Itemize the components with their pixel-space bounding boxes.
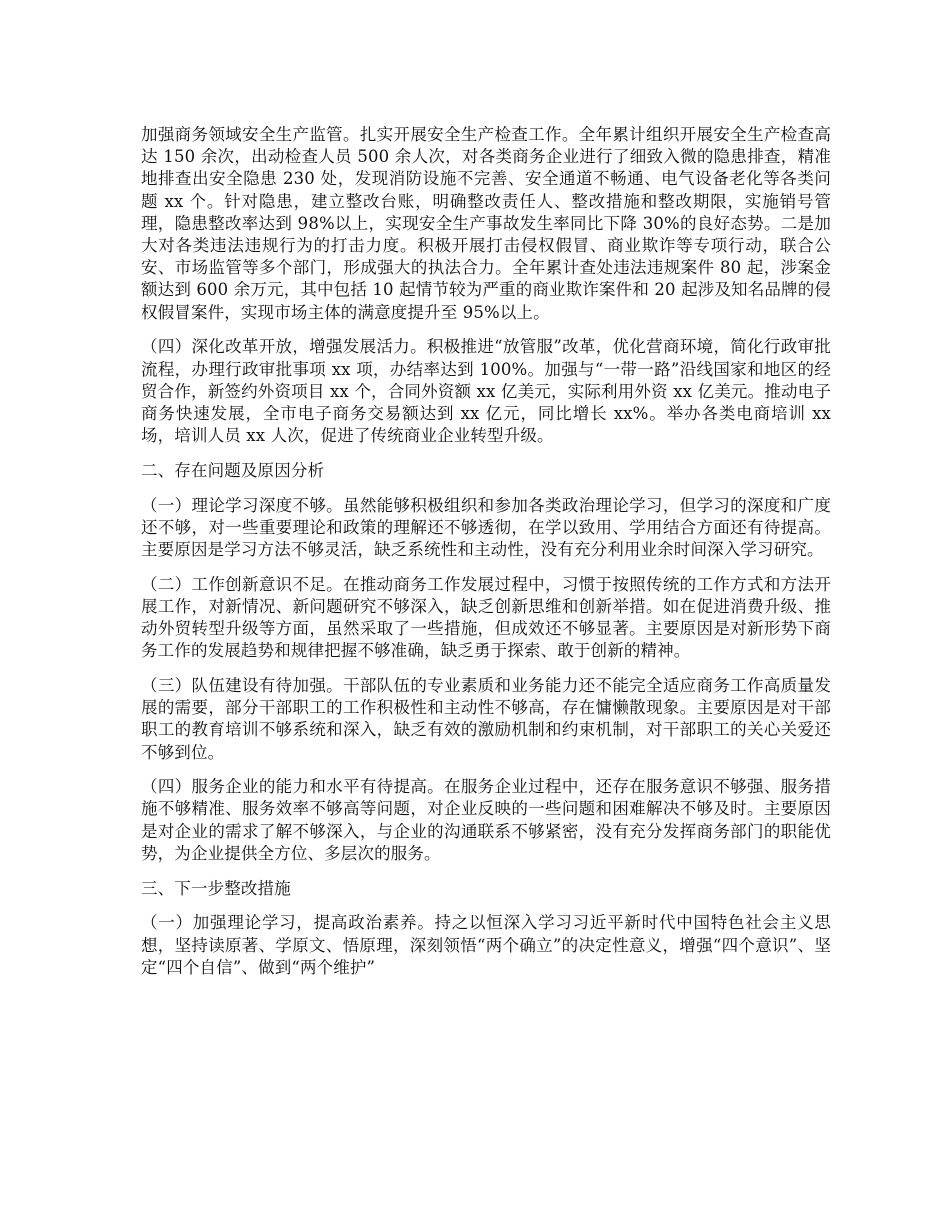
section-heading-problems: 二、存在问题及原因分析 — [141, 460, 325, 480]
paragraph-safety-supervision: 加强商务领域安全生产监管。扎实开展安全生产检查工作。全年累计组织开展安全生产检查高达 150 余次，出动检查人员 500 余人次，对各类商务企业进行了细致入微的隐患排查，精准地排查出安全隐患 230 处，发现消防设施不完善、安全通道不畅通、电气设备老化等各类问题 xx 个。针对隐患，建立整改台账，明确整改责任人、整改措施和整改期限，实施销号管理，隐患整改率达到 98%以上，实现安全生产事故发生率同比下降 30%的良好态势。二是加大对各类违法违规行为的打击力度。积极开展打击侵权假冒、商业欺诈等专项行动，联合公安、市场监管等多个部门，形成强大的执法合力。全年累计查处违法违规案件 80 起，涉案金额达到 600 余万元，其中包括 10 起情节较为严重的商业欺诈案件和 20 起涉及知名品牌的侵权假冒案件，实现市场主体的满意度提升至 95%以上。 — [141, 125, 831, 322]
paragraph-enterprise-service: （四）服务企业的能力和水平有待提高。在服务企业过程中，还存在服务意识不够强、服务措施不够精准、服务效率不够高等问题，对企业反映的一些问题和困难解决不够及时。主要原因是对企业的需求了解不够深入，与企业的沟通联系不够紧密，没有充分发挥商务部门的职能优势，为企业提供全方位、多层次的服务。 — [141, 777, 831, 863]
section-heading-measures: 三、下一步整改措施 — [141, 878, 291, 898]
paragraph-reform-opening: （四）深化改革开放，增强发展活力。积极推进“放管服”改革，优化营商环境，简化行政审批流程，办理行政审批事项 xx 项，办结率达到 100%。加强与“一带一路”沿线国家和地区的经贸合作，新签约外资项目 xx 个，合同外资额 xx 亿美元，实际利用外资 xx 亿美元。推动电子商务快速发展，全市电子商务交易额达到 xx 亿元，同比增长 xx%。举办各类电商培训 xx 场，培训人员 xx 人次，促进了传统商业企业转型升级。 — [141, 337, 831, 446]
paragraph-strengthen-study: （一）加强理论学习，提高政治素养。持之以恒深入学习习近平新时代中国特色社会主义思想，坚持读原著、学原文、悟原理，深刻领悟“两个确立”的决定性意义，增强“四个意识”、坚定“四个自信”、做到“两个维护” — [141, 913, 831, 977]
paragraph-team-building: （三）队伍建设有待加强。干部队伍的专业素质和业务能力还不能完全适应商务工作高质量发展的需要，部分干部职工的工作积极性和主动性不够高，存在慵懒散现象。主要原因是对干部职工的教育培训不够系统和深入，缺乏有效的激励机制和约束机制，对干部职工的关心关爱还不够到位。 — [141, 675, 831, 762]
paragraph-theory-study: （一）理论学习深度不够。虽然能够积极组织和参加各类政治理论学习，但学习的深度和广度还不够，对一些重要理论和政策的理解还不够透彻，在学以致用、学用结合方面还有待提高。主要原因是学习方法不够灵活，缺乏系统性和主动性，没有充分利用业余时间深入学习研究。 — [141, 495, 831, 559]
paragraph-innovation: （二）工作创新意识不足。在推动商务工作发展过程中，习惯于按照传统的工作方式和方法开展工作，对新情况、新问题研究不够深入，缺乏创新思维和创新举措。如在促进消费升级、推动外贸转型升级等方面，虽然采取了一些措施，但成效还不够显著。主要原因是对新形势下商务工作的发展趋势和规律把握不够准确，缺乏勇于探索、敢于创新的精神。 — [141, 574, 831, 661]
document-page — [141, 124, 831, 991]
